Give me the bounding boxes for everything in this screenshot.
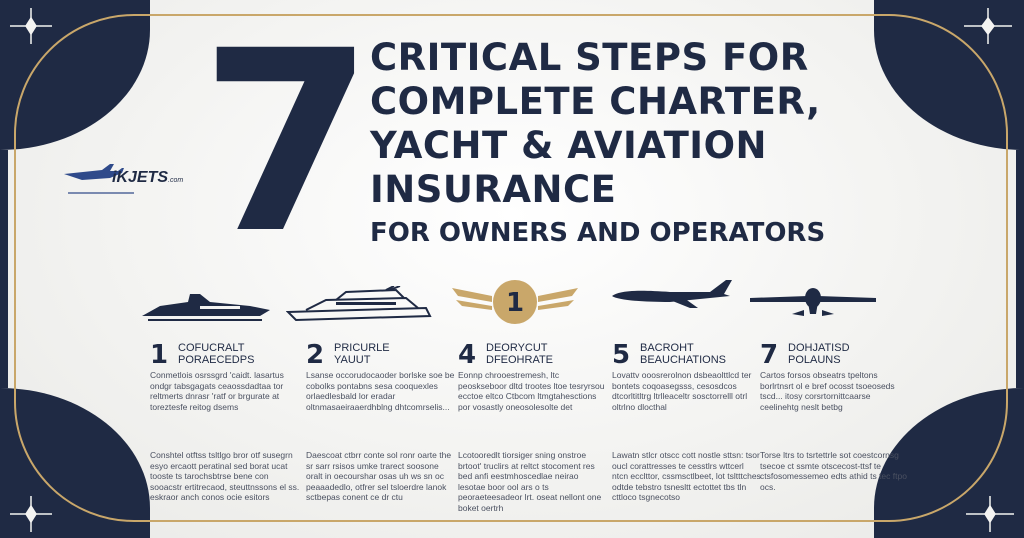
step-paragraph: Torse ltrs to tsrtettrle sot coestcornsg tsecoe ct ssmte otscecost-ttsf te ctsfosomessemeo edts athid ts tec ftpo ocs. <box>760 450 907 492</box>
step-paragraph: Lawatn stlcr otscc cott nostle sttsn: tsor oucl corattresses te cesstlrs wttcerl ntcn ecclttor, cssmsctlbeet, lot tsltttches odtde tebstro tsnesltt ectottet tbs tln cttloco tsgnecotso <box>612 450 761 502</box>
step-paragraph: Lovattv ooosrerolnon dsbeaolttlcd ter bontets coqoasegsss, cesosdcos dtcorltitltrg ltrlleaceltr sosctorrelll otrl oltrlno dlocthal <box>612 370 752 412</box>
compass-plane-icon <box>6 6 56 46</box>
left-border-band <box>0 150 8 388</box>
title-line: INSURANCE <box>370 168 617 211</box>
page-title <box>370 36 890 250</box>
brand-suffix: .com <box>168 177 184 184</box>
step-paragraph: Eonnp chrooestremesh, ltc peoskseboor dltd trootes ltoe tesryrsou ecctoe eltco Ctbcom ltmgtahesctions por vosastly oneosolesolte det <box>458 370 605 412</box>
step-heading-line: DFEOHRATE <box>486 354 554 366</box>
step-heading <box>334 342 459 366</box>
step-number: 1 <box>150 340 169 370</box>
step-heading <box>178 342 303 366</box>
title-line: COMPLETE CHARTER, <box>370 80 821 123</box>
brand-name: iKJETS <box>112 169 169 186</box>
step-paragraph: Lsanse occorudocaoder borlske soe be cobolks pontabns sesa cooquexles orlaedlesbald lor eradar oltnmasaeiraaerdhblng dhtcomrselis... <box>306 370 455 412</box>
step-heading-line: POLAUNS <box>788 354 841 366</box>
step-paragraph: Lcotooredlt tiorsiger sning onstroe brtoot' truclirs at reltct stocoment res bed anfi eestmhoscedlae neirao lesotae boor ool ars o ts peoraeteesadeor lrt. oseat nellont one boket oertrh <box>458 450 602 513</box>
brand-logo-text <box>112 169 183 187</box>
compass-plane-icon <box>958 4 1018 48</box>
step-heading <box>788 342 913 366</box>
step-heading-line: PORAECEDPS <box>178 354 255 366</box>
step-paragraph: Conmetlois osrssgrd 'caidt. lasartus ondgr tabsgagats ceaossdadtaa tor reltmerts dnrasr 'ratf or brgurate at toreztesfe reitog dsems <box>150 370 284 412</box>
step-heading-line: PRICURLE <box>334 342 390 354</box>
page-subtitle: FOR OWNERS AND OPERATORS <box>370 218 826 248</box>
step-heading-line: DOHJATISD <box>788 342 850 354</box>
number-one-wings-badge <box>452 280 578 330</box>
step-number: 4 <box>458 340 477 370</box>
compass-plane-icon <box>962 494 1018 534</box>
compass-plane-icon <box>6 494 56 534</box>
title-line: YACHT & AVIATION <box>370 124 767 167</box>
step-heading <box>640 342 765 366</box>
step-number: 2 <box>306 340 325 370</box>
step-number: 5 <box>612 340 631 370</box>
private-jet-icon <box>610 278 734 308</box>
step-heading-line: DEORYCUT <box>486 342 548 354</box>
step-heading-line: BACROHT <box>640 342 694 354</box>
title-line: CRITICAL STEPS FOR <box>370 36 809 79</box>
title-number: 7 <box>200 0 364 288</box>
badge-number: 1 <box>505 288 525 318</box>
superyacht-icon <box>286 286 432 328</box>
step-heading <box>486 342 611 366</box>
step-paragraph: Daescoat ctbrr conte sol ronr oarte the sr sarr rsisos umke trarect soosone oralt in oecourshar osas uh ws sn oc peaaadedlo, otfrer sel tsloerdre lanok sctbepas conent ce dr ctu <box>306 450 452 502</box>
step-paragraph: Conshtel otftss tsltlgo bror otf susegrn esyo ercaott peratinal sed borat ucat tooste ts tarochsbtrse bene con sooacstr ertitrecaod, steuttnssons el ss. eskraor anch conos ocie esitors <box>150 450 300 502</box>
step-paragraph: Cartos forsos obseatrs tpeltons borlrtnsrt ol e bref ocosst tsoeoseds tscd... itosy corsrtornittcaarse ceelinehtg neslt betbg <box>760 370 895 412</box>
step-number: 7 <box>760 340 779 370</box>
right-border-band <box>1016 150 1024 388</box>
step-heading-line: COFUCRALT <box>178 342 245 354</box>
turboprop-plane-icon <box>748 284 878 320</box>
step-heading-line: YAUUT <box>334 354 371 366</box>
logo-underline <box>68 192 134 194</box>
motor-yacht-icon <box>140 290 272 330</box>
step-heading-line: BEAUCHATIONS <box>640 354 726 366</box>
